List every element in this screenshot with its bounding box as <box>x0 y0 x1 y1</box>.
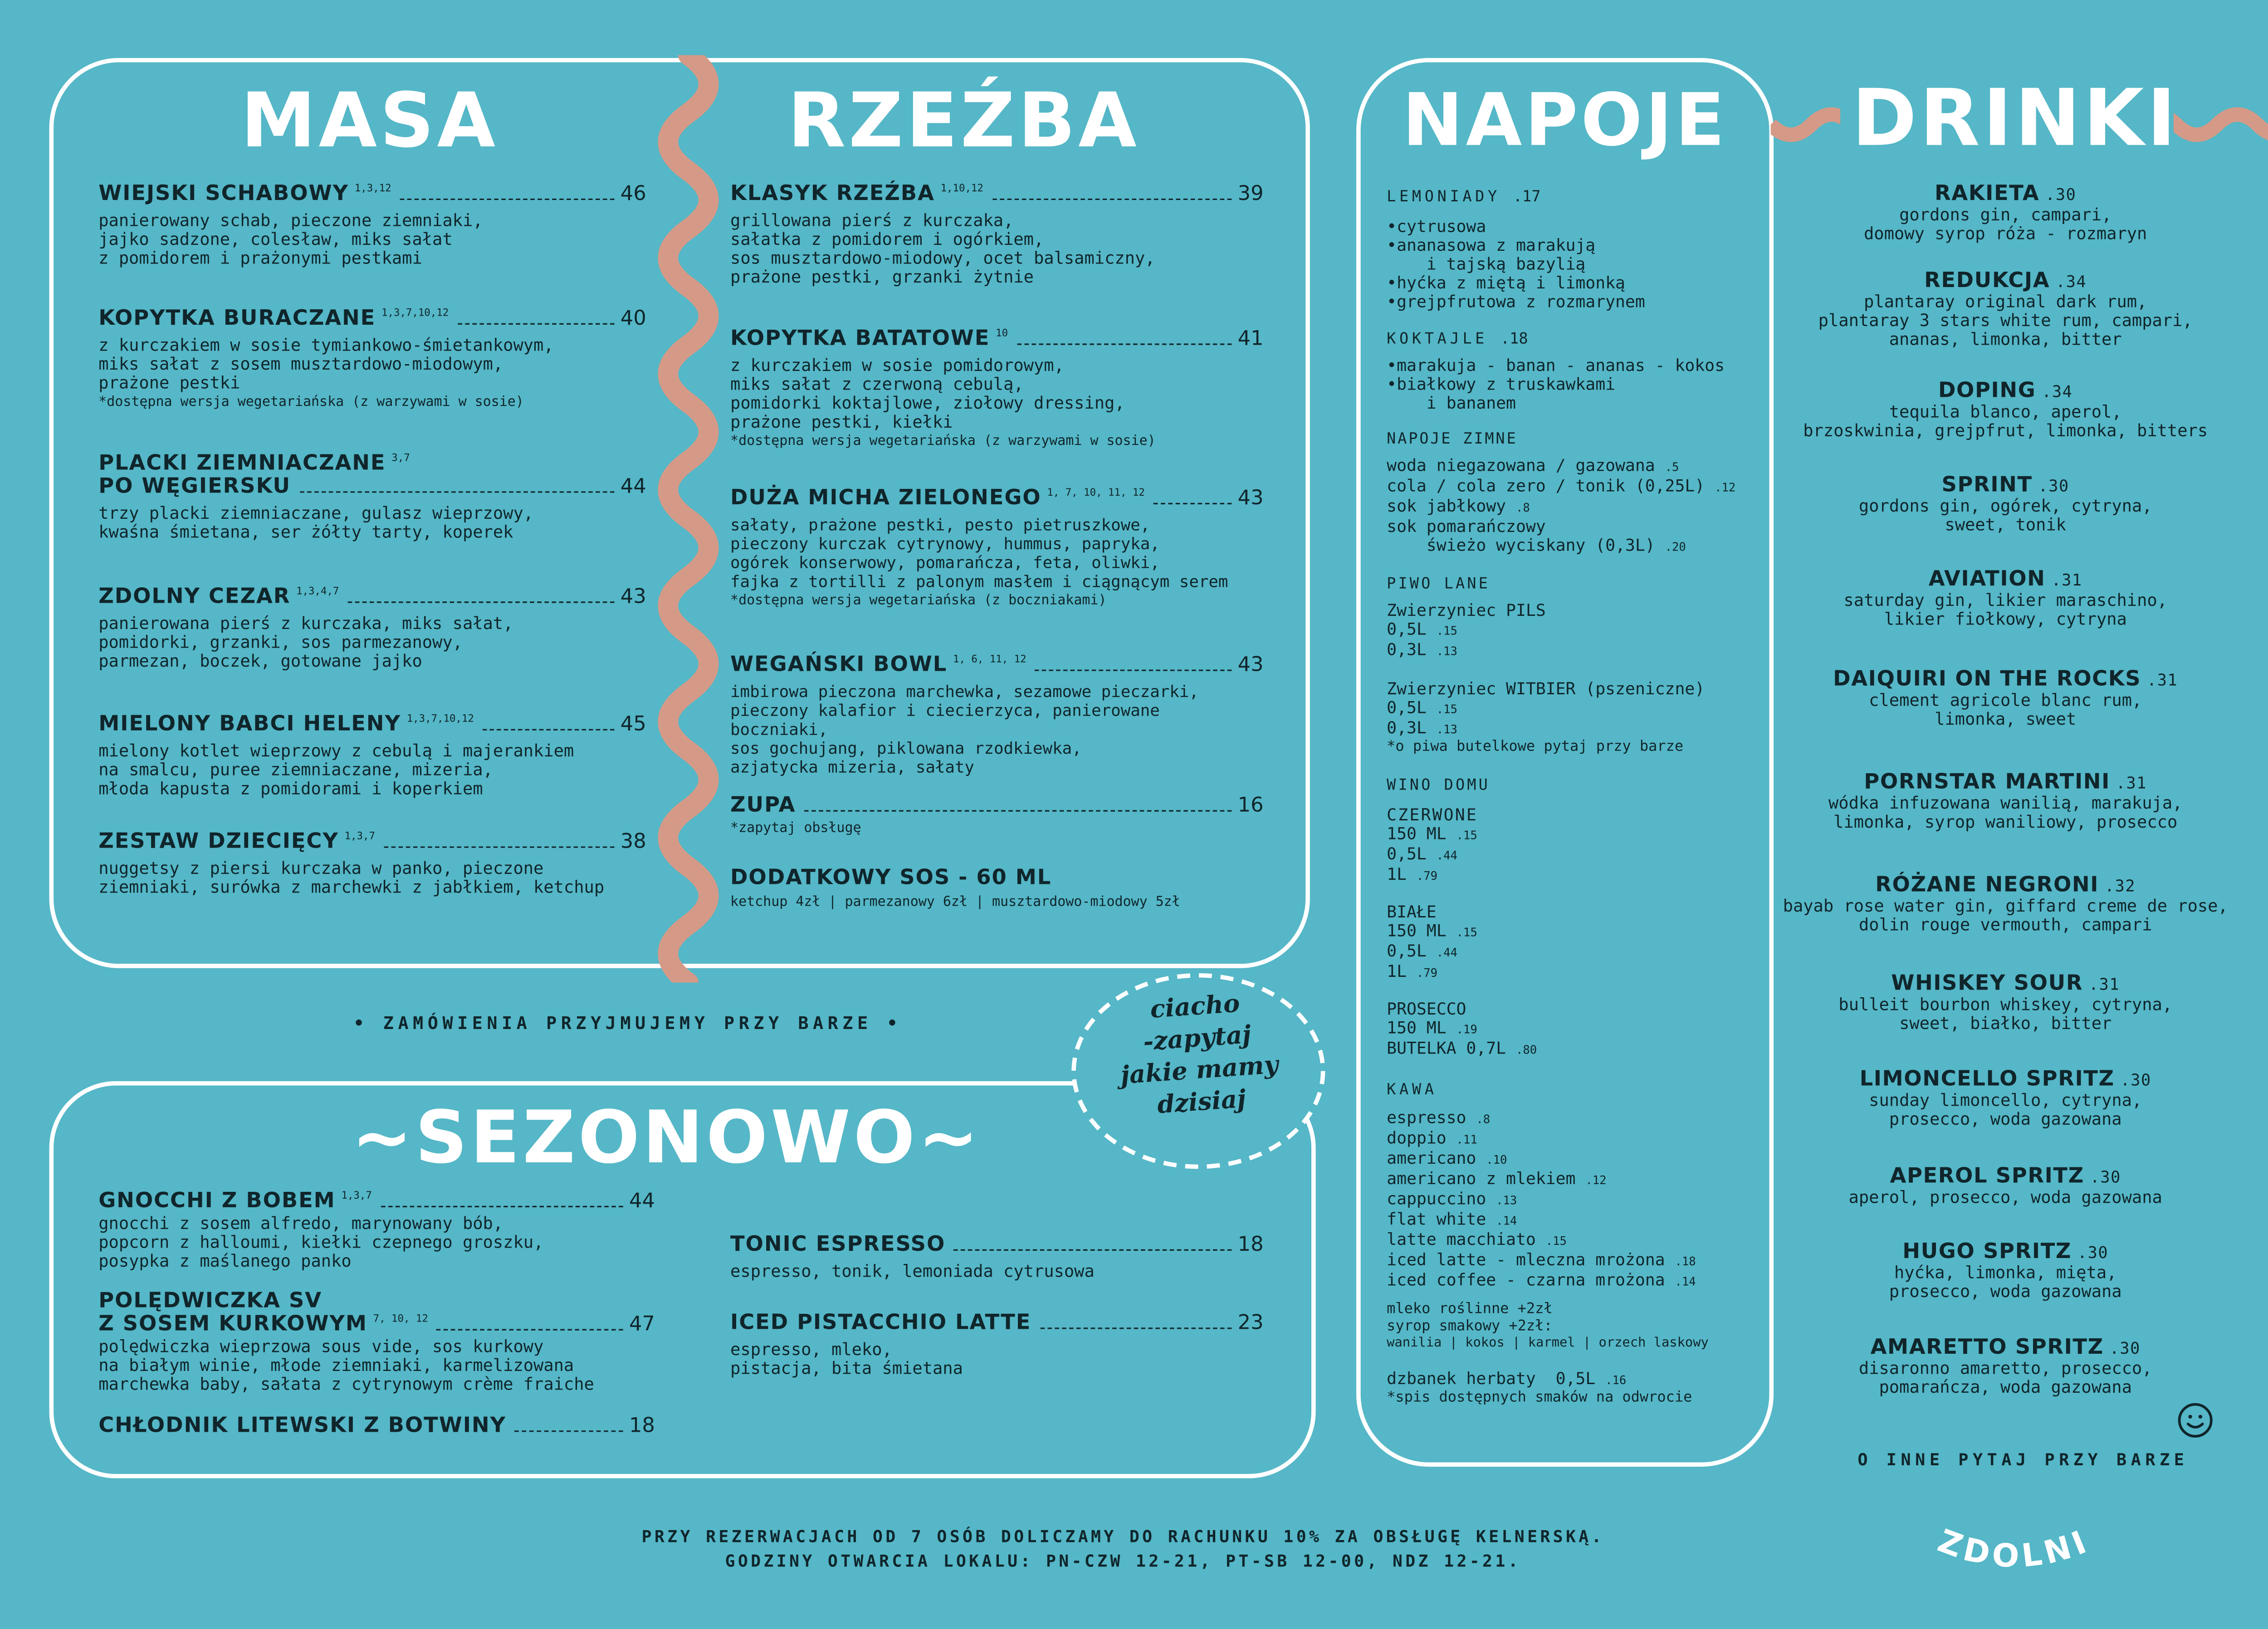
item-price: 47 <box>629 1313 655 1336</box>
item-price: 16 <box>1237 794 1264 818</box>
drink-title: APEROL SPRITZ <box>1890 1165 2084 1189</box>
size-price: .13 <box>1436 645 1457 658</box>
item-note: *dostępna wersja wegetariańska (z boczniakami) <box>730 593 1107 609</box>
item-description: panierowana pierś z kurczaka, miks sałat, pomidorki, grzanki, sos parmezanowy, parmezan, boczek, gotowane jajko <box>98 613 513 671</box>
coffee-price: .14 <box>1675 1275 1696 1289</box>
item-name: KOPYTKA BATATOWE <box>730 327 990 351</box>
coffee-name: doppio <box>1387 1127 1447 1148</box>
tea-name: dzbanek herbaty 0,5L <box>1387 1368 1596 1389</box>
drink-name <box>1782 380 2229 403</box>
drink-name: świeżo wyciskany (0,3L) <box>1387 535 1655 555</box>
drink-name <box>1782 1241 2229 1264</box>
item-name-line2: Z SOSEM KURKOWYM <box>98 1313 367 1336</box>
footer-line: PRZY REZERWACJACH OD 7 OSÓB DOLICZAMY DO RACHUNKU 10% ZA OBSŁUGĘ KELNERSKĄ. <box>641 1526 1604 1546</box>
size: 150 ML <box>1387 1017 1447 1038</box>
size: BUTELKA 0,7L <box>1387 1038 1506 1058</box>
item-price: 44 <box>629 1190 655 1213</box>
coffee-item <box>1387 1170 1749 1190</box>
item-note: *dostępna wersja wegetariańska (z warzywami w sosie) <box>98 394 524 410</box>
item-price: 43 <box>1237 654 1264 677</box>
item-description: polędwiczka wieprzowa sous vide, sos kurkowy na białym winie, młode ziemniaki, karmelizowana marchewka baby, sałata z cytrynowym crème fraiche <box>98 1336 594 1395</box>
coffee-item <box>1387 1190 1749 1210</box>
drink-title: DOPING <box>1938 380 2036 403</box>
drink-name: sok pomarańczowy <box>1387 516 1546 536</box>
size: 0,5L <box>1387 619 1427 639</box>
zimne-item <box>1387 497 1749 517</box>
masa-item <box>98 713 646 799</box>
coffee-price: .8 <box>1476 1113 1491 1127</box>
item-name: DODATKOWY SOS - 60 ML <box>730 867 1052 890</box>
item-allergens: 7, 10, 12 <box>373 1313 428 1325</box>
item-description: trzy placki ziemniaczane, gulasz wieprzowy, kwaśna śmietana, ser żółty tarty, koperek <box>98 502 534 542</box>
coffee-price: .14 <box>1496 1214 1517 1228</box>
item-note: *zapytaj obsługę <box>730 820 861 836</box>
beer-name: Zwierzyniec PILS <box>1387 600 1546 620</box>
drink-name <box>1782 568 2229 591</box>
item-allergens: 1,3,7,10,12 <box>406 713 474 725</box>
rzezba-item <box>730 487 1264 610</box>
item-allergens: 1, 7, 10, 11, 12 <box>1047 487 1145 499</box>
footer <box>464 1525 1782 1574</box>
drink-price: .30 <box>2077 1243 2109 1263</box>
coffee-price: .11 <box>1456 1133 1477 1146</box>
tea-note: *spis dostępnych smaków na odwrocie <box>1387 1390 1692 1406</box>
footer-line: GODZINY OTWARCIA LOKALU: PN-CZW 12-21, PT-SB 12-00, NDZ 12-21. <box>725 1551 1521 1571</box>
svg-text:ZDOLNI <box>1933 1522 2096 1575</box>
item-allergens: 1,3,12 <box>354 182 391 195</box>
item-description: sałaty, prażone pestki, pesto pietruszkowe, pieczony kurczak cytrynowy, hummus, papryka, ogórek konserwowy, pomarańcza, feta, oliwki, fajka z tortilli z palonym masłem i ciągnącym serem <box>730 516 1228 591</box>
size-price: .19 <box>1456 1023 1477 1036</box>
ciacho-line: -zapytaj <box>1142 1021 1252 1058</box>
size-price: .13 <box>1436 723 1457 736</box>
drink-name <box>1782 474 2229 497</box>
coffee-name: flat white <box>1387 1209 1486 1229</box>
coffee-item <box>1387 1129 1749 1150</box>
dash-leader <box>400 199 615 200</box>
coffee-extra: wanilia | kokos | karmel | orzech laskowy <box>1387 1336 1709 1351</box>
coffee-name: americano z mlekiem <box>1387 1168 1576 1189</box>
drink-item <box>1782 1165 2229 1207</box>
koktajle-heading <box>1387 331 1749 348</box>
coffee-price: .13 <box>1496 1194 1517 1208</box>
item-name: WIEJSKI SCHABOWY <box>98 182 349 206</box>
item-description: grillowana pierś z kurczaka, sałatka z pomidorem i ogórkiem, sos musztardowo-miodowy, ocet balsamiczny, prażone pestki, grzanki żytnie <box>730 210 1155 287</box>
sezonowo-item <box>98 1414 655 1438</box>
drink-price: .31 <box>2146 671 2178 690</box>
masa-item <box>98 307 646 412</box>
item-name: ICED PISTACCHIO LATTE <box>730 1312 1031 1335</box>
divider-wave <box>638 55 739 982</box>
drink-price: .20 <box>1665 541 1686 554</box>
item-name: ZESTAW DZIECIĘCY <box>98 830 339 854</box>
section-title: LEMONIADY <box>1387 188 1501 206</box>
dash-leader <box>381 1206 623 1207</box>
ciacho-line: dzisiaj <box>1156 1085 1247 1121</box>
dash-leader <box>992 199 1232 200</box>
item-note: *dostępna wersja wegetariańska (z warzywami w sosie) <box>730 433 1156 449</box>
item-price: 18 <box>629 1414 655 1438</box>
size: 0,3L <box>1387 717 1427 738</box>
masa-item <box>98 830 646 897</box>
section-price: .17 <box>1513 188 1541 206</box>
item-allergens: 1,10,12 <box>940 182 983 195</box>
coffee-name: cappuccino <box>1387 1188 1486 1209</box>
item-description: mielony kotlet wieprzowy z cebulą i majerankiem na smalcu, puree ziemniaczane, mizeria, młoda kapusta z pomidorami i koperkiem <box>98 741 574 799</box>
section-title: KOKTAJLE <box>1387 330 1488 348</box>
masa-item <box>98 585 646 671</box>
size: 1L <box>1387 863 1407 884</box>
drink-name <box>1782 1068 2229 1091</box>
smiley-icon <box>2176 1401 2214 1439</box>
drink-title: HUGO SPRITZ <box>1902 1240 2072 1264</box>
tea-item <box>1387 1370 1749 1390</box>
drink-item <box>1782 269 2229 349</box>
coffee-name: iced latte - mleczna mrożona <box>1387 1249 1665 1270</box>
item-note: ketchup 4zł | parmezanowy 6zł | musztardowo-miodowy 5zł <box>730 894 1180 910</box>
item-price: 39 <box>1237 182 1264 206</box>
item-price: 40 <box>620 307 646 331</box>
coffee-extra: mleko roślinne +2zł <box>1387 1301 1553 1317</box>
wino-heading: WINO DOMU <box>1387 776 1490 795</box>
coffee-item <box>1387 1271 1749 1292</box>
masa-item <box>98 183 646 268</box>
drink-name <box>1782 183 2229 206</box>
drink-title: REDUKCJA <box>1924 269 2050 293</box>
zimne-item <box>1387 536 1749 556</box>
drink-description: wódka infuzowana wanilią, marakuja, limonka, syrop waniliowy, prosecco <box>1828 793 2183 832</box>
coffee-price: .15 <box>1545 1234 1567 1248</box>
rzezba-item <box>730 794 1264 838</box>
rzezba-item <box>730 327 1264 451</box>
dash-leader <box>483 729 615 730</box>
drink-price: .12 <box>1715 481 1736 494</box>
drink-name: cola / cola zero / tonik (0,25L) <box>1387 475 1705 496</box>
koktajle-item: •białkowy z truskawkami <box>1387 374 1616 395</box>
lemoniady-item: •ananasowa z marakują <box>1387 234 1596 255</box>
coffee-item <box>1387 1109 1749 1129</box>
drink-description: hyćka, limonka, mięta, prosecco, woda gazowana <box>1889 1262 2122 1302</box>
rzezba-item <box>730 183 1264 287</box>
rzezba-item <box>730 867 1264 912</box>
beer-size <box>1387 620 1749 641</box>
masa-item <box>98 452 646 542</box>
drink-item <box>1782 474 2229 535</box>
item-name-line2: PO WĘGIERSKU <box>98 475 291 499</box>
drink-title: RÓŻANE NEGRONI <box>1875 874 2099 897</box>
size-price: .15 <box>1436 624 1457 638</box>
drink-title: DAIQUIRI ON THE ROCKS <box>1833 668 2141 692</box>
size: 0,5L <box>1387 941 1427 961</box>
drink-description: plantaray original dark rum, plantaray 3 stars white rum, campari, ananas, limonka, bitter <box>1818 291 2193 350</box>
drink-description: disaronno amaretto, prosecco, pomarańcza, woda gazowana <box>1858 1358 2152 1397</box>
drink-title: RAKIETA <box>1934 182 2040 206</box>
size-price: .44 <box>1436 849 1457 863</box>
item-price: 43 <box>620 585 646 609</box>
item-price: 45 <box>620 713 646 736</box>
item-name: PLACKI ZIEMNIACZANE <box>98 452 386 476</box>
item-description: z kurczakiem w sosie pomidorowym, miks sałat z czerwoną cebulą, pomidorki koktajlowe, ziołowy dressing, prażone pestki, kiełki <box>730 355 1125 432</box>
item-name: TONIC ESPRESSO <box>730 1233 946 1257</box>
coffee-item <box>1387 1210 1749 1230</box>
drink-name: sok jabłkowy <box>1387 495 1506 516</box>
item-name: ZDOLNY CEZAR <box>98 585 291 609</box>
drink-name <box>1782 874 2229 897</box>
coffee-name: iced coffee - czarna mrożona <box>1387 1269 1665 1290</box>
lemoniady-item: i tajską bazylią <box>1387 254 1586 274</box>
drink-title: AMARETTO SPRITZ <box>1870 1336 2104 1360</box>
sezonowo-drink <box>730 1234 1264 1281</box>
coffee-item <box>1387 1230 1749 1251</box>
drink-item <box>1782 972 2229 1033</box>
item-price: 18 <box>1237 1233 1264 1257</box>
coffee-price: .18 <box>1675 1255 1696 1268</box>
drink-title: LIMONCELLO SPRITZ <box>1859 1068 2115 1092</box>
dash-leader <box>1017 343 1232 345</box>
drink-description: bulleit bourbon whiskey, cytryna, sweet, białko, bitter <box>1838 994 2173 1034</box>
size: 0,5L <box>1387 697 1427 717</box>
drink-price: .30 <box>2045 185 2077 205</box>
item-description: gnocchi z sosem alfredo, marynowany bób, popcorn z halloumi, kiełki czepnego groszku, posypka z maślanego panko <box>98 1213 544 1271</box>
rzezba-title: RZEŹBA <box>787 78 1140 166</box>
size-price: .80 <box>1515 1043 1537 1057</box>
sezonowo-item <box>98 1190 655 1271</box>
item-name: KOPYTKA BURACZANE <box>98 307 376 331</box>
napoje-title: NAPOJE <box>1402 78 1728 162</box>
dash-leader <box>348 601 615 603</box>
wine-label: PROSECCO <box>1387 998 1466 1019</box>
dash-leader <box>299 491 615 493</box>
item-name: KLASYK RZEŹBA <box>730 182 935 206</box>
dash-leader <box>384 846 615 848</box>
item-description: nuggetsy z piersi kurczaka w panko, pieczone ziemniaki, surówka z marchewki z jabłkiem, ketchup <box>98 858 605 897</box>
koktajle-item: •marakuja - banan - ananas - kokos <box>1387 355 1725 376</box>
drink-item <box>1782 183 2229 244</box>
item-allergens: 1,3,7 <box>344 830 375 842</box>
wine-size <box>1387 962 1749 983</box>
drink-price: .31 <box>2051 571 2082 590</box>
drink-description: gordons gin, ogórek, cytryna, sweet, tonik <box>1858 495 2152 535</box>
item-price: 46 <box>620 182 646 206</box>
item-name: CHŁODNIK LITEWSKI Z BOTWINY <box>98 1414 507 1438</box>
drink-price: .34 <box>2055 272 2087 292</box>
item-allergens: 10 <box>996 327 1008 339</box>
drink-name <box>1782 269 2229 293</box>
size-price: .15 <box>1456 926 1477 939</box>
size-price: .15 <box>1456 829 1477 842</box>
wine-size <box>1387 845 1749 865</box>
coffee-item <box>1387 1149 1749 1170</box>
wine-label: BIAŁE <box>1387 901 1437 922</box>
beer-size <box>1387 641 1749 661</box>
size: 0,3L <box>1387 639 1427 660</box>
drink-item <box>1782 1068 2229 1129</box>
wine-size <box>1387 942 1749 962</box>
drink-price: .31 <box>2116 774 2147 793</box>
drink-description: aperol, prosecco, woda gazowana <box>1848 1187 2162 1208</box>
drink-name <box>1782 972 2229 995</box>
ciacho-text <box>1062 982 1334 1128</box>
piwo-heading: PIWO LANE <box>1387 575 1490 593</box>
drink-item <box>1782 380 2229 440</box>
item-price: 23 <box>1237 1312 1264 1335</box>
item-description: espresso, tonik, lemoniada cytrusowa <box>730 1261 1095 1282</box>
drink-name <box>1782 1336 2229 1360</box>
drink-price: .30 <box>2109 1339 2141 1358</box>
size-price: .79 <box>1416 966 1438 980</box>
drink-name <box>1782 1165 2229 1188</box>
dash-leader <box>457 323 615 325</box>
logo-text: ZDOLNI <box>1933 1522 2096 1575</box>
drink-item <box>1782 874 2229 935</box>
sezonowo-item <box>98 1290 655 1394</box>
beer-size <box>1387 698 1749 719</box>
dash-leader <box>805 810 1232 811</box>
drink-title: SPRINT <box>1941 474 2033 497</box>
coffee-price: .10 <box>1486 1153 1507 1167</box>
drink-description: gordons gin, campari, domowy syrop róża - rozmaryn <box>1864 204 2147 244</box>
item-allergens: 1,3,7 <box>341 1190 372 1202</box>
section-price: .18 <box>1500 330 1528 348</box>
drink-description: sunday limoncello, cytryna, prosecco, woda gazowana <box>1869 1090 2142 1129</box>
size: 0,5L <box>1387 843 1427 864</box>
drink-item <box>1782 1336 2229 1397</box>
drink-price: .30 <box>2120 1071 2151 1090</box>
item-name: ZUPA <box>730 794 796 818</box>
drink-title: PORNSTAR MARTINI <box>1864 771 2111 795</box>
drink-price: .31 <box>2088 975 2120 995</box>
dash-leader <box>437 1329 623 1331</box>
item-description: panierowany schab, pieczone ziemniaki, jajko sadzone, colesław, miks sałat z pomidorem i prażonymi pestkami <box>98 210 483 268</box>
dash-leader <box>1035 669 1232 671</box>
item-allergens: 1,3,4,7 <box>296 585 339 597</box>
koktajle-item: i bananem <box>1387 393 1516 413</box>
drink-item <box>1782 668 2229 729</box>
dash-leader <box>1040 1327 1232 1329</box>
item-name: POLĘDWICZKA SV <box>98 1290 322 1313</box>
item-description: espresso, mleko, pistacja, bita śmietana <box>730 1339 963 1379</box>
beer-name: Zwierzyniec WITBIER (pszeniczne) <box>1387 678 1705 699</box>
coffee-extra: syrop smakowy +2zł: <box>1387 1319 1553 1335</box>
drink-item <box>1782 568 2229 629</box>
drink-title: WHISKEY SOUR <box>1891 972 2083 996</box>
drink-description: tequila blanco, aperol, brzoskwinia, grejpfrut, limonka, bitters <box>1803 401 2208 441</box>
item-price: 43 <box>1237 487 1264 510</box>
rzezba-item <box>730 654 1264 777</box>
coffee-item <box>1387 1251 1749 1271</box>
wine-size <box>1387 1019 1749 1039</box>
ciacho-line: ciacho <box>1149 990 1241 1025</box>
size-price: .44 <box>1436 946 1457 960</box>
item-description: z kurczakiem w sosie tymiankowo-śmietankowym, miks sałat z sosem musztardowo-miodowym, prażone pestki <box>98 335 554 393</box>
napoje-column <box>1387 188 1749 1407</box>
item-price: 38 <box>620 830 646 854</box>
orders-note: • ZAMÓWIENIA PRZYJMUJEMY PRZY BARZE • <box>353 1013 902 1034</box>
item-name: GNOCCHI Z BOBEM <box>98 1190 336 1213</box>
item-allergens: 1,3,7,10,12 <box>381 307 449 319</box>
item-name: DUŻA MICHA ZIELONEGO <box>730 487 1041 510</box>
drink-description: saturday gin, likier maraschino, likier fiołkowy, cytryna <box>1843 590 2168 629</box>
ciacho-line: jakie mamy <box>1119 1051 1280 1091</box>
item-allergens: 1, 6, 11, 12 <box>953 654 1026 665</box>
size: 150 ML <box>1387 920 1447 941</box>
drink-item <box>1782 771 2229 832</box>
zdolni-logo <box>1916 1481 2112 1597</box>
lemoniady-item: •hyćka z miętą i limonką <box>1387 272 1625 293</box>
drink-name <box>1782 668 2229 691</box>
coffee-name: latte macchiato <box>1387 1229 1536 1249</box>
size-price: .15 <box>1436 702 1457 716</box>
zimne-item <box>1387 477 1749 497</box>
zimne-item <box>1387 517 1749 536</box>
coffee-name: espresso <box>1387 1107 1466 1128</box>
item-name: MIELONY BABCI HELENY <box>98 713 401 736</box>
masa-title: MASA <box>240 78 499 166</box>
lemoniady-item: •grejpfrutowa z rozmarynem <box>1387 291 1645 312</box>
zimne-item <box>1387 457 1749 477</box>
drink-price: .30 <box>2038 477 2069 496</box>
drink-price: .32 <box>2104 877 2136 896</box>
tea-price: .16 <box>1605 1374 1627 1387</box>
item-allergens: 3,7 <box>391 452 410 464</box>
sezonowo-title: ~SEZONOWO~ <box>348 1096 986 1180</box>
wine-size <box>1387 865 1749 886</box>
drink-price: .30 <box>2090 1168 2121 1187</box>
item-name: WEGAŃSKI BOWL <box>730 654 948 677</box>
wine-size <box>1387 1039 1749 1059</box>
dash-leader <box>954 1249 1232 1251</box>
lemoniady-heading <box>1387 188 1749 205</box>
size: 150 ML <box>1387 823 1447 844</box>
wine-size <box>1387 922 1749 942</box>
kawa-heading: KAWA <box>1387 1081 1437 1099</box>
drink-title: AVIATION <box>1928 568 2046 591</box>
lemoniady-item: •cytrusowa <box>1387 216 1486 236</box>
wine-label: CZERWONE <box>1387 804 1478 825</box>
sezonowo-drink <box>730 1312 1264 1378</box>
drink-price: .5 <box>1665 461 1679 474</box>
inne-note: O INNE PYTAJ PRZY BARZE <box>1857 1449 2189 1470</box>
beer-note: *o piwa butelkowe pytaj przy barze <box>1387 739 1684 755</box>
beer-size <box>1387 719 1749 739</box>
size-price: .79 <box>1416 869 1438 883</box>
dash-leader <box>1154 503 1232 504</box>
zimne-heading: NAPOJE ZIMNE <box>1387 430 1518 448</box>
drink-name <box>1782 771 2229 794</box>
coffee-price: .12 <box>1585 1174 1607 1187</box>
drink-price: .8 <box>1515 501 1530 515</box>
item-price: 44 <box>620 475 646 499</box>
size: 1L <box>1387 961 1407 981</box>
item-price: 41 <box>1237 327 1264 351</box>
drinki-title: DRINKI <box>1840 73 2174 164</box>
item-description: imbirowa pieczona marchewka, sezamowe pieczarki, pieczony kalafior i ciecierzyca, panierowane boczniaki, sos gochujang, piklowana rzodkiewka, azjatycka mizeria, sałaty <box>730 683 1199 777</box>
drink-price: .34 <box>2042 382 2073 402</box>
drink-description: clement agricole blanc rum, limonka, sweet <box>1869 690 2142 729</box>
drink-description: bayab rose water gin, giffard creme de rose, dolin rouge vermouth, campari <box>1783 895 2228 935</box>
drink-name: woda niegazowana / gazowana <box>1387 455 1655 476</box>
coffee-name: americano <box>1387 1148 1476 1168</box>
drink-item <box>1782 1241 2229 1302</box>
wine-size <box>1387 824 1749 845</box>
dash-leader <box>515 1430 623 1432</box>
